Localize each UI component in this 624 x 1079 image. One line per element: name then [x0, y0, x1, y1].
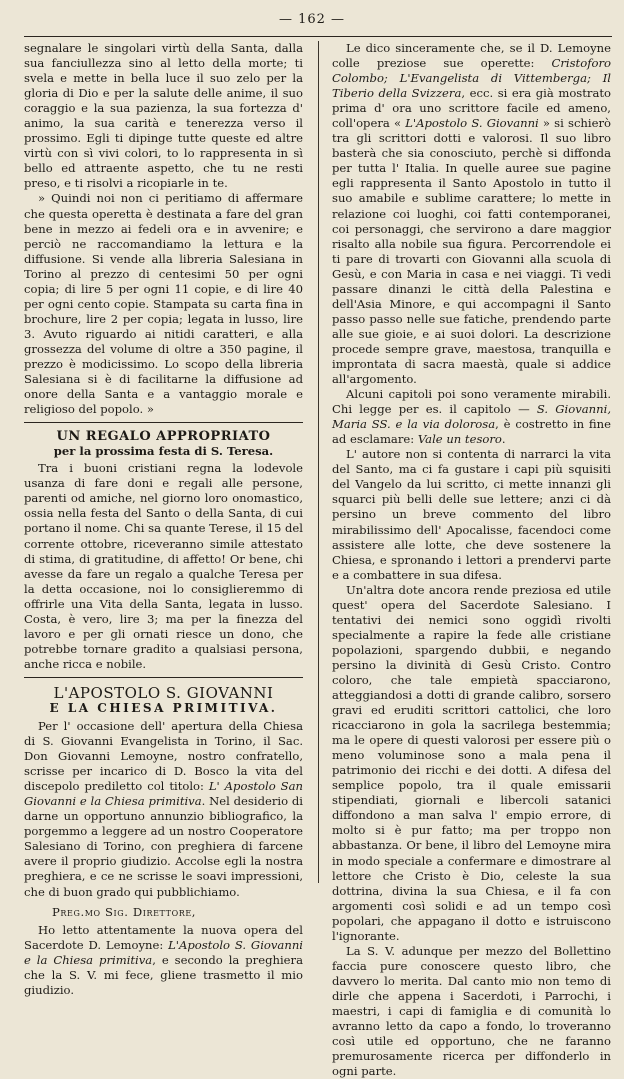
- paragraph: [332, 41, 611, 387]
- text-run: . Nel desiderio di darne un opportuno annunzio bibliografico, la porgemmo a leggere ad un nostro Cooperatore Salesiano di Torino, con preghiera di farcene avere il proprio giudizio. Accolse egli la nostra preghiera, e ce ne scrisse le soavi impressioni, che di buon grado qui pubblichiamo.: [24, 794, 303, 899]
- book-title: L' Apostolo San Giovanni e la Chiesa primitiva: [24, 779, 303, 809]
- page-number: — 162 —: [278, 12, 346, 27]
- paragraph: » Quindi noi non ci peritiamo di affermare che questa operetta è destinata a fare del gran bene in mezzo ai fedeli ora e in avvenire; e perciò ne raccomandiamo la lettura e la diffusione. Si vende alla libreria Salesiana in Torino al prezzo di centesimi 50 per ogni copia; di lire 5 per ogni 11 copie, e di lire 40 per ogni cento copie. Stampata su carta fina in brochure, lire 2 per copia; legata in lusso, lire 3. Avuto riguardo ai nitidi caratteri, e alla grossezza del volume di oltre a 350 pagine, il prezzo è modicissimo. Lo scopo della libreria Salesiana si è di facilitarne la diffusione ad onore della Santa e a vantaggio morale e religioso del popolo. »: [24, 191, 303, 417]
- right-column: [332, 41, 611, 1079]
- text-run: Per l' occasione dell' apertura della Chiesa di S. Giovanni Evangelista in Torino, il Sac. Don Giovanni Lemoyne, nostro confratello, scrisse per incarico di D. Bosco la vita del discepolo prediletto col titolo:: [24, 719, 303, 794]
- text-run: » si schierò tra gli scrittori dotti e valorosi. Il suo libro basterà che sia conosciuto, perchè si diffonda per tutta l' Italia. In quelle auree sue pagine egli rappresenta il Santo Apostolo in tutto il suo amabile e sublime carattere; lo mette in relazione coi luoghi, coi fatti contemporanei, coi personaggi, che servirono a dare maggior risalto alla nobile sua figura. Percorrendole ei ti pare di trovarti con Giovanni alla scuola di Gesù, e con Maria in casa e nei viaggi. Ti vedi passare dinanzi le città della Palestina e dell'Asia Minore, e qui accompagni il Santo passo passo nelle sue fatiche, prendendo parte alle sue gioie, e ai suoi dolori. La descrizione procede sempre grave, maestosa, tranquilla e improntata di sacra maestà, quale si addice all'argomento.: [332, 116, 611, 387]
- text-run: , e secondo la preghiera che la S. V. mi fece, gliene trasmetto il mio giudizio.: [24, 952, 303, 997]
- book-title: L'Apostolo S. Giovanni e la Chiesa primitiva: [24, 937, 303, 967]
- left-column: [24, 41, 303, 998]
- paragraph: segnalare le singolari virtù della Santa, dalla sua fanciullezza sino al letto della morte; ti svela e mette in bella luce il suo zelo per la gloria di Dio e per la salute delle anime, il suo coraggio e la sua pazienza, la sua fortezza d' animo, la sua carità e tenerezza verso il prossimo. Egli ti dipinge tutte queste ed altre virtù con sì vivi colori, to lo rappresenta in sì bello ed attraente aspetto, che tu ne resti preso, e ti risolvi a ricopiarle in te.: [24, 41, 303, 191]
- section-heading-apostolo: L'APOSTOLO S. GIOVANNI: [53, 683, 274, 702]
- section-rule: [24, 422, 303, 423]
- header-rule: [24, 36, 612, 37]
- paragraph: L' autore non si contenta di narrarci la vita del Santo, ma ci fa gustare i capi più squisiti del Vangelo da lui scritto, ci mette innanzi gli squarci più belli delle sue lettere; anzi ci dà persino un breve commento del libro mirabilissimo dell' Apocalisse, facendoci come assistere alle lotte, che deve sostenere la Chiesa, e spronando i lettori a prendervi parte e a combattere in sua difesa.: [332, 447, 611, 582]
- paragraph: Tra i buoni cristiani regna la lodevole usanza di fare doni e regali alle persone, parenti od amiche, nel giorno loro onomastico, ossia nella festa del Santo o della Santa, di cui portano il nome. Chi sa quante Terese, il 15 del corrente ottobre, riceveranno simile attestato di stima, di gratitudine, di affetto! Or bene, chi avesse da fare un regalo a qualche Teresa per la detta occasione, noi lo consiglieremmo di offrirle una Vita della Santa, legata in lusso. Costa, è vero, lire 3; ma per la finezza del lavoro e per gli ornati riesce un dono, che potrebbe tornare gradito a qualsiasi persona, anche ricca e nobile.: [24, 461, 303, 671]
- text-run: Alcuni capitoli poi sono veramente mirabili. Chi legge per es. il capitolo —: [332, 387, 611, 417]
- paragraph: Un'altra dote ancora rende preziosa ed utile quest' opera del Sacerdote Salesiano. I tentativi dei nemici sono oggidì rivolti specialmente a rapire la fede alle cristiane popolazioni, spargendo dubbii, e negando persino la divinità di Gesù Cristo. Contro coloro, che tale empietà spacciarono, atteggiandosi a dotti di grande calibro, sorsero gravi ed eruditi scrittori cattolici, che loro ricacciarono in gola la sacrilega bestemmia; ma le opere di questi valorosi per essere più o meno voluminose sono a mala pena il patrimonio dei ricchi e dei dotti. A difesa del semplice popolo, tra il quale emissarii stipendiati, giornali e libercoli satanici diffondono a man salva l' empio errore, di molto si è pur fatto; ma per troppo non abbastanza. Or bene, il libro del Lemoyne mira in modo speciale a confermare e dimostrare al lettore che Cristo è Dio, celeste la sua dottrina, divina la sua Chiesa, e il fa con argomenti così solidi e ad un tempo così popolari, che appagano il dotto e istruiscono l'ignorante.: [332, 582, 611, 943]
- section-rule: [24, 677, 303, 678]
- paragraph: [24, 719, 303, 900]
- section-subheading-regalo: per la prossima festa di S. Teresa.: [53, 444, 274, 459]
- text-run: Le dico sinceramente che, se il D. Lemoyne colle preziose sue operette:: [332, 41, 611, 71]
- text-run: , ecc. si era già mostrato prima d' ora uno scrittore facile ed ameno, coll'opera «: [332, 86, 612, 131]
- text-run: Ho letto attentamente la nuova opera del Sacerdote D. Lemoyne:: [24, 922, 303, 952]
- text-run: .: [501, 432, 506, 447]
- section-heading-regalo: UN REGALO APPROPRIATO: [56, 429, 271, 445]
- paragraph: [332, 387, 611, 447]
- exclamation: Vale un tesoro: [417, 432, 502, 447]
- paragraph: [24, 923, 303, 998]
- paragraph: La S. V. adunque per mezzo del Bollettino faccia pure conoscere questo libro, che davvero lo merita. Dal canto mio non temo di dirle che appena i Sacerdoti, i Parrochi, i maestri, i capi di famiglia e di comunità lo avranno letto da capo a fondo, lo troveranno così utile ed opportuno, che ne faranno premurosamente ricerca per diffonderlo in ogni parte.: [332, 943, 611, 1079]
- column-divider: [318, 41, 319, 883]
- salutation: Preg.mo Sig. Direttore,: [52, 904, 197, 919]
- chapter-title: S. Giovanni, Maria SS. e la via dolorosa: [332, 402, 612, 432]
- section-subheading-apostolo: E LA CHIESA PRIMITIVA.: [49, 700, 278, 715]
- text-run: , è costretto in fine ad esclamare:: [332, 417, 611, 447]
- book-titles: Cristoforo Colombo; L'Evangelista di Vittemberga; Il Tiberio della Svizzera: [332, 56, 611, 101]
- book-title: L'Apostolo S. Giovanni: [405, 116, 539, 131]
